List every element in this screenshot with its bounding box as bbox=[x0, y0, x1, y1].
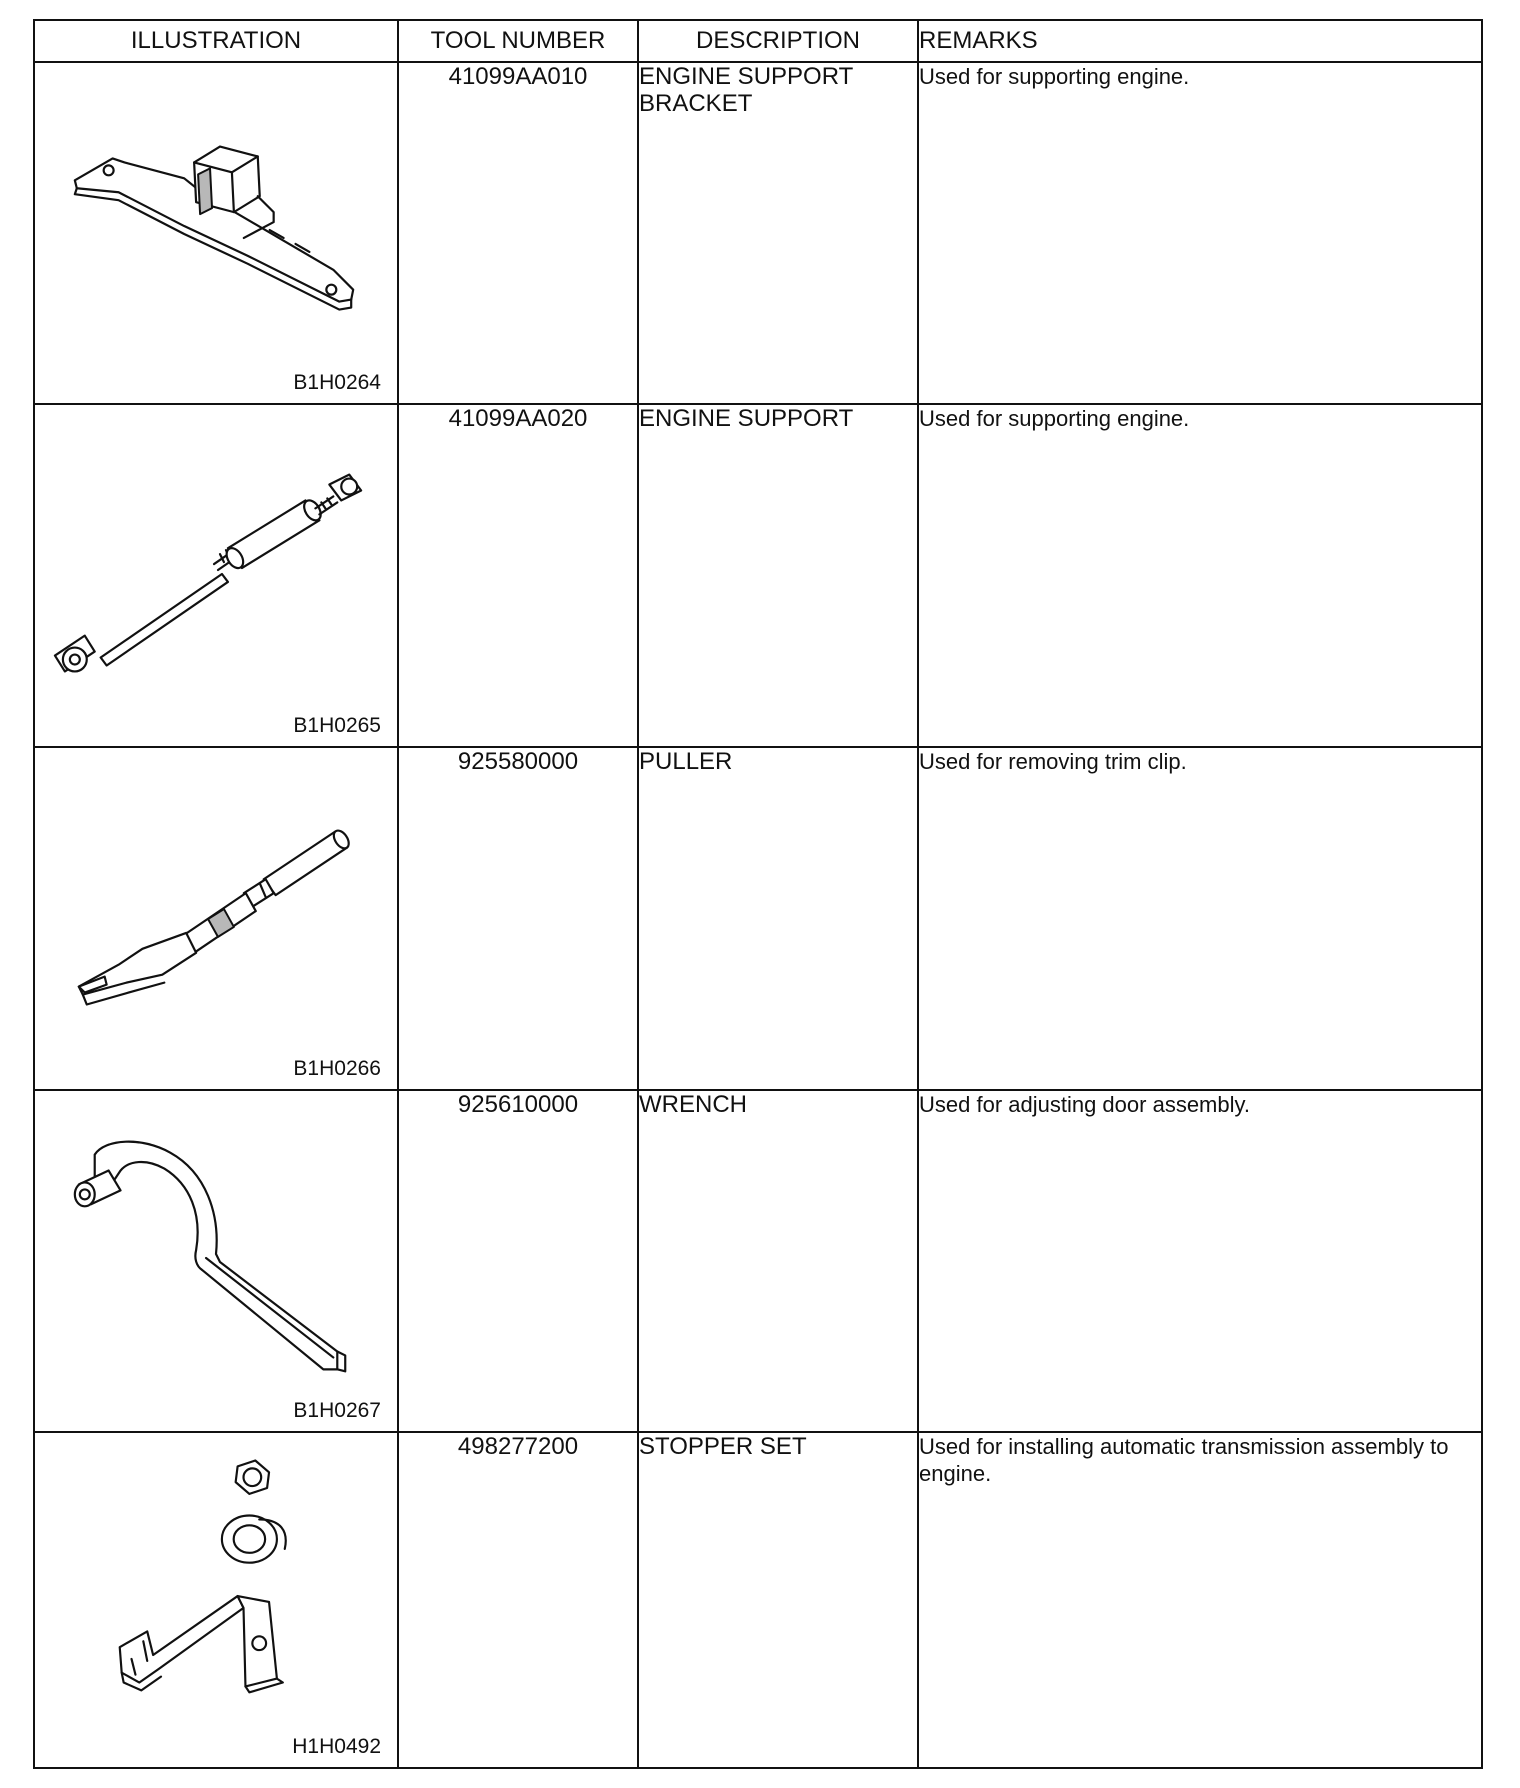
illustration-cell bbox=[34, 747, 398, 1090]
tool-description: ENGINE SUPPORT bbox=[638, 404, 918, 747]
tool-description: ENGINE SUPPORT BRACKET bbox=[638, 62, 918, 404]
figure-code: B1H0265 bbox=[293, 714, 381, 737]
figure-code: B1H0267 bbox=[293, 1399, 381, 1422]
figure-code: B1H0264 bbox=[293, 371, 381, 394]
table-row bbox=[34, 404, 1482, 747]
header-remarks: REMARKS bbox=[918, 20, 1482, 62]
illustration-cell bbox=[34, 1090, 398, 1432]
header-tool-number: TOOL NUMBER bbox=[398, 20, 638, 62]
tool-description: STOPPER SET bbox=[638, 1432, 918, 1768]
tool-description: WRENCH bbox=[638, 1090, 918, 1432]
tool-remarks: Used for adjusting door assembly. bbox=[918, 1090, 1482, 1432]
tool-number: 41099AA010 bbox=[398, 62, 638, 404]
puller-icon bbox=[35, 748, 397, 1089]
tool-remarks: Used for removing trim clip. bbox=[918, 747, 1482, 1090]
tool-number: 925580000 bbox=[398, 747, 638, 1090]
tool-remarks: Used for supporting engine. bbox=[918, 62, 1482, 404]
table-row bbox=[34, 1432, 1482, 1768]
illustration-cell bbox=[34, 62, 398, 404]
engine-support-bracket-icon bbox=[35, 63, 397, 403]
header-illustration: ILLUSTRATION bbox=[34, 20, 398, 62]
tool-number: 498277200 bbox=[398, 1432, 638, 1768]
tool-number: 41099AA020 bbox=[398, 404, 638, 747]
header-row bbox=[34, 20, 1482, 62]
stopper-set-icon bbox=[35, 1433, 397, 1767]
tool-description: PULLER bbox=[638, 747, 918, 1090]
header-description: DESCRIPTION bbox=[638, 20, 918, 62]
special-tools-table bbox=[33, 19, 1483, 1769]
table-row bbox=[34, 62, 1482, 404]
engine-support-icon bbox=[35, 405, 397, 746]
table-row bbox=[34, 1090, 1482, 1432]
tool-number: 925610000 bbox=[398, 1090, 638, 1432]
wrench-icon bbox=[35, 1091, 397, 1431]
illustration-cell bbox=[34, 404, 398, 747]
tool-remarks: Used for supporting engine. bbox=[918, 404, 1482, 747]
tool-remarks: Used for installing automatic transmission assembly to engine. bbox=[918, 1432, 1482, 1768]
table-row bbox=[34, 747, 1482, 1090]
illustration-cell bbox=[34, 1432, 398, 1768]
figure-code: B1H0266 bbox=[293, 1057, 381, 1080]
figure-code: H1H0492 bbox=[292, 1735, 381, 1758]
